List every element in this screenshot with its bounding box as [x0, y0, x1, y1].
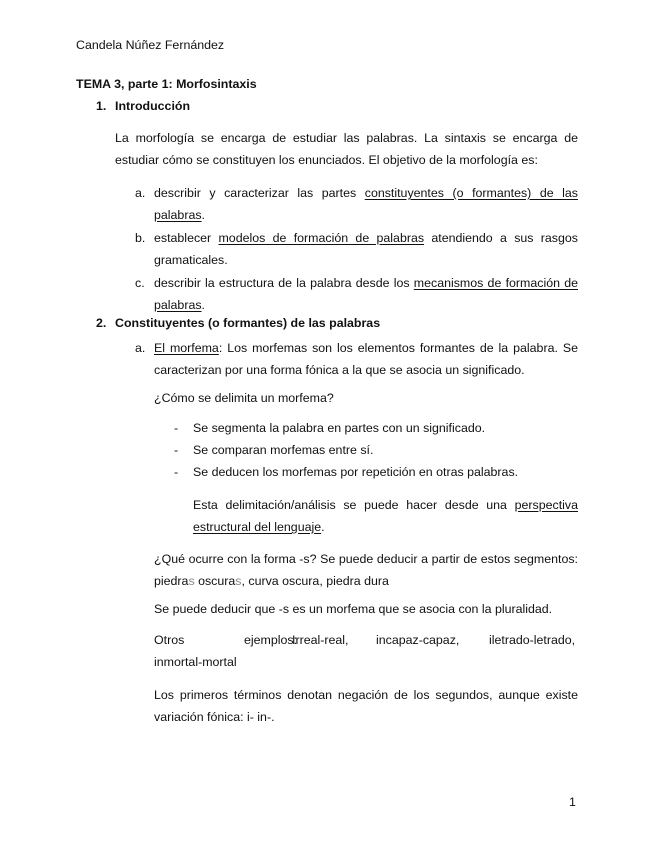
delimitation-text: Esta delimitación/análisis se puede hacer desde una: [193, 498, 515, 512]
bullet-item: Se deducen los morfemas por repetición en otras palabras.: [193, 465, 519, 479]
example-pair: incapaz-capaz,: [376, 633, 460, 647]
page-title: TEMA 3, parte 1: Morfosintaxis: [76, 77, 257, 91]
list-item-marker: a.: [135, 186, 146, 200]
list-item: [154, 227, 578, 271]
list-item-marker: a.: [135, 341, 146, 355]
page-number: 1: [569, 795, 576, 809]
example-pair: iletrado-letrado,: [489, 633, 576, 647]
section2-heading: Constituyentes (o formantes) de las palabras: [115, 316, 381, 330]
question-s-paragraph: [154, 548, 578, 592]
list-item: [154, 182, 578, 226]
list-item-text: describir la estructura de la palabra desde los: [154, 276, 414, 290]
bullet-item: Se segmenta la palabra en partes con un significado.: [193, 421, 486, 435]
list-item-text: atendiendo a sus rasgos gramaticales.: [154, 231, 578, 267]
bullet-marker: -: [174, 443, 179, 457]
list-item: [154, 272, 578, 316]
example-suffix: s: [188, 574, 195, 588]
header-author: Candela Núñez Fernández: [76, 38, 225, 52]
morfema-term: El morfema: [154, 341, 219, 355]
list-item-text: describir y caracterizar las partes: [154, 186, 365, 200]
otros-label2: ejemplos:: [244, 633, 298, 647]
example-rest: , curva oscura, piedra dura: [241, 574, 389, 588]
example-word: piedra: [154, 574, 189, 588]
list-item-marker: c.: [135, 276, 145, 290]
morfema-definition: [154, 337, 578, 381]
example-word: oscura: [194, 574, 236, 588]
example-pair: inmortal-mortal: [154, 655, 237, 669]
list-item-marker: b.: [135, 231, 146, 245]
list-item-text: establecer: [154, 231, 219, 245]
question-delimit: ¿Cómo se delimita un morfema?: [154, 391, 334, 405]
section1-heading: Introducción: [115, 99, 191, 113]
section2-number: 2.: [96, 316, 107, 330]
delimitation-text: .: [321, 520, 325, 534]
negation-note: Los primeros términos denotan negación de los segundos, aunque existe variación fónica: i- in-.: [154, 688, 578, 724]
list-item-underlined: modelos de formación de palabras: [218, 231, 425, 245]
section1-number: 1.: [96, 99, 107, 113]
otros-label: Otros: [154, 633, 185, 647]
example-suffix: s: [235, 574, 242, 588]
list-item-underlined: constituyentes (o formantes) de las palabras: [154, 186, 578, 222]
bullet-item: Se comparan morfemas entre sí.: [193, 443, 374, 457]
bullet-marker: -: [174, 465, 179, 479]
section1-intro: La morfología se encarga de estudiar las palabras. La sintaxis se encarga de estudiar cómo se constituyen los enunciados. El objetivo de la morfología es:: [115, 131, 578, 167]
plural-note: Se puede deducir que -s es un morfema que se asocia con la pluralidad.: [154, 602, 553, 616]
list-item-text: .: [201, 208, 205, 222]
list-item-text: .: [201, 298, 205, 312]
delimitation-paragraph: [193, 494, 578, 538]
delimitation-underlined: perspectiva estructural del lenguaje: [193, 498, 578, 534]
example-pair: Irreal-real,: [292, 633, 349, 647]
morfema-definition-text: : Los morfemas son los elementos formantes de la palabra. Se caracterizan por una forma fónica a la que se asocia un significado.: [154, 341, 578, 377]
list-item-underlined: mecanismos de formación de palabras: [154, 276, 578, 312]
bullet-marker: -: [174, 421, 179, 435]
question-s-text: ¿Qué ocurre con la forma -s? Se puede deducir a partir de estos segmentos:: [154, 552, 578, 566]
